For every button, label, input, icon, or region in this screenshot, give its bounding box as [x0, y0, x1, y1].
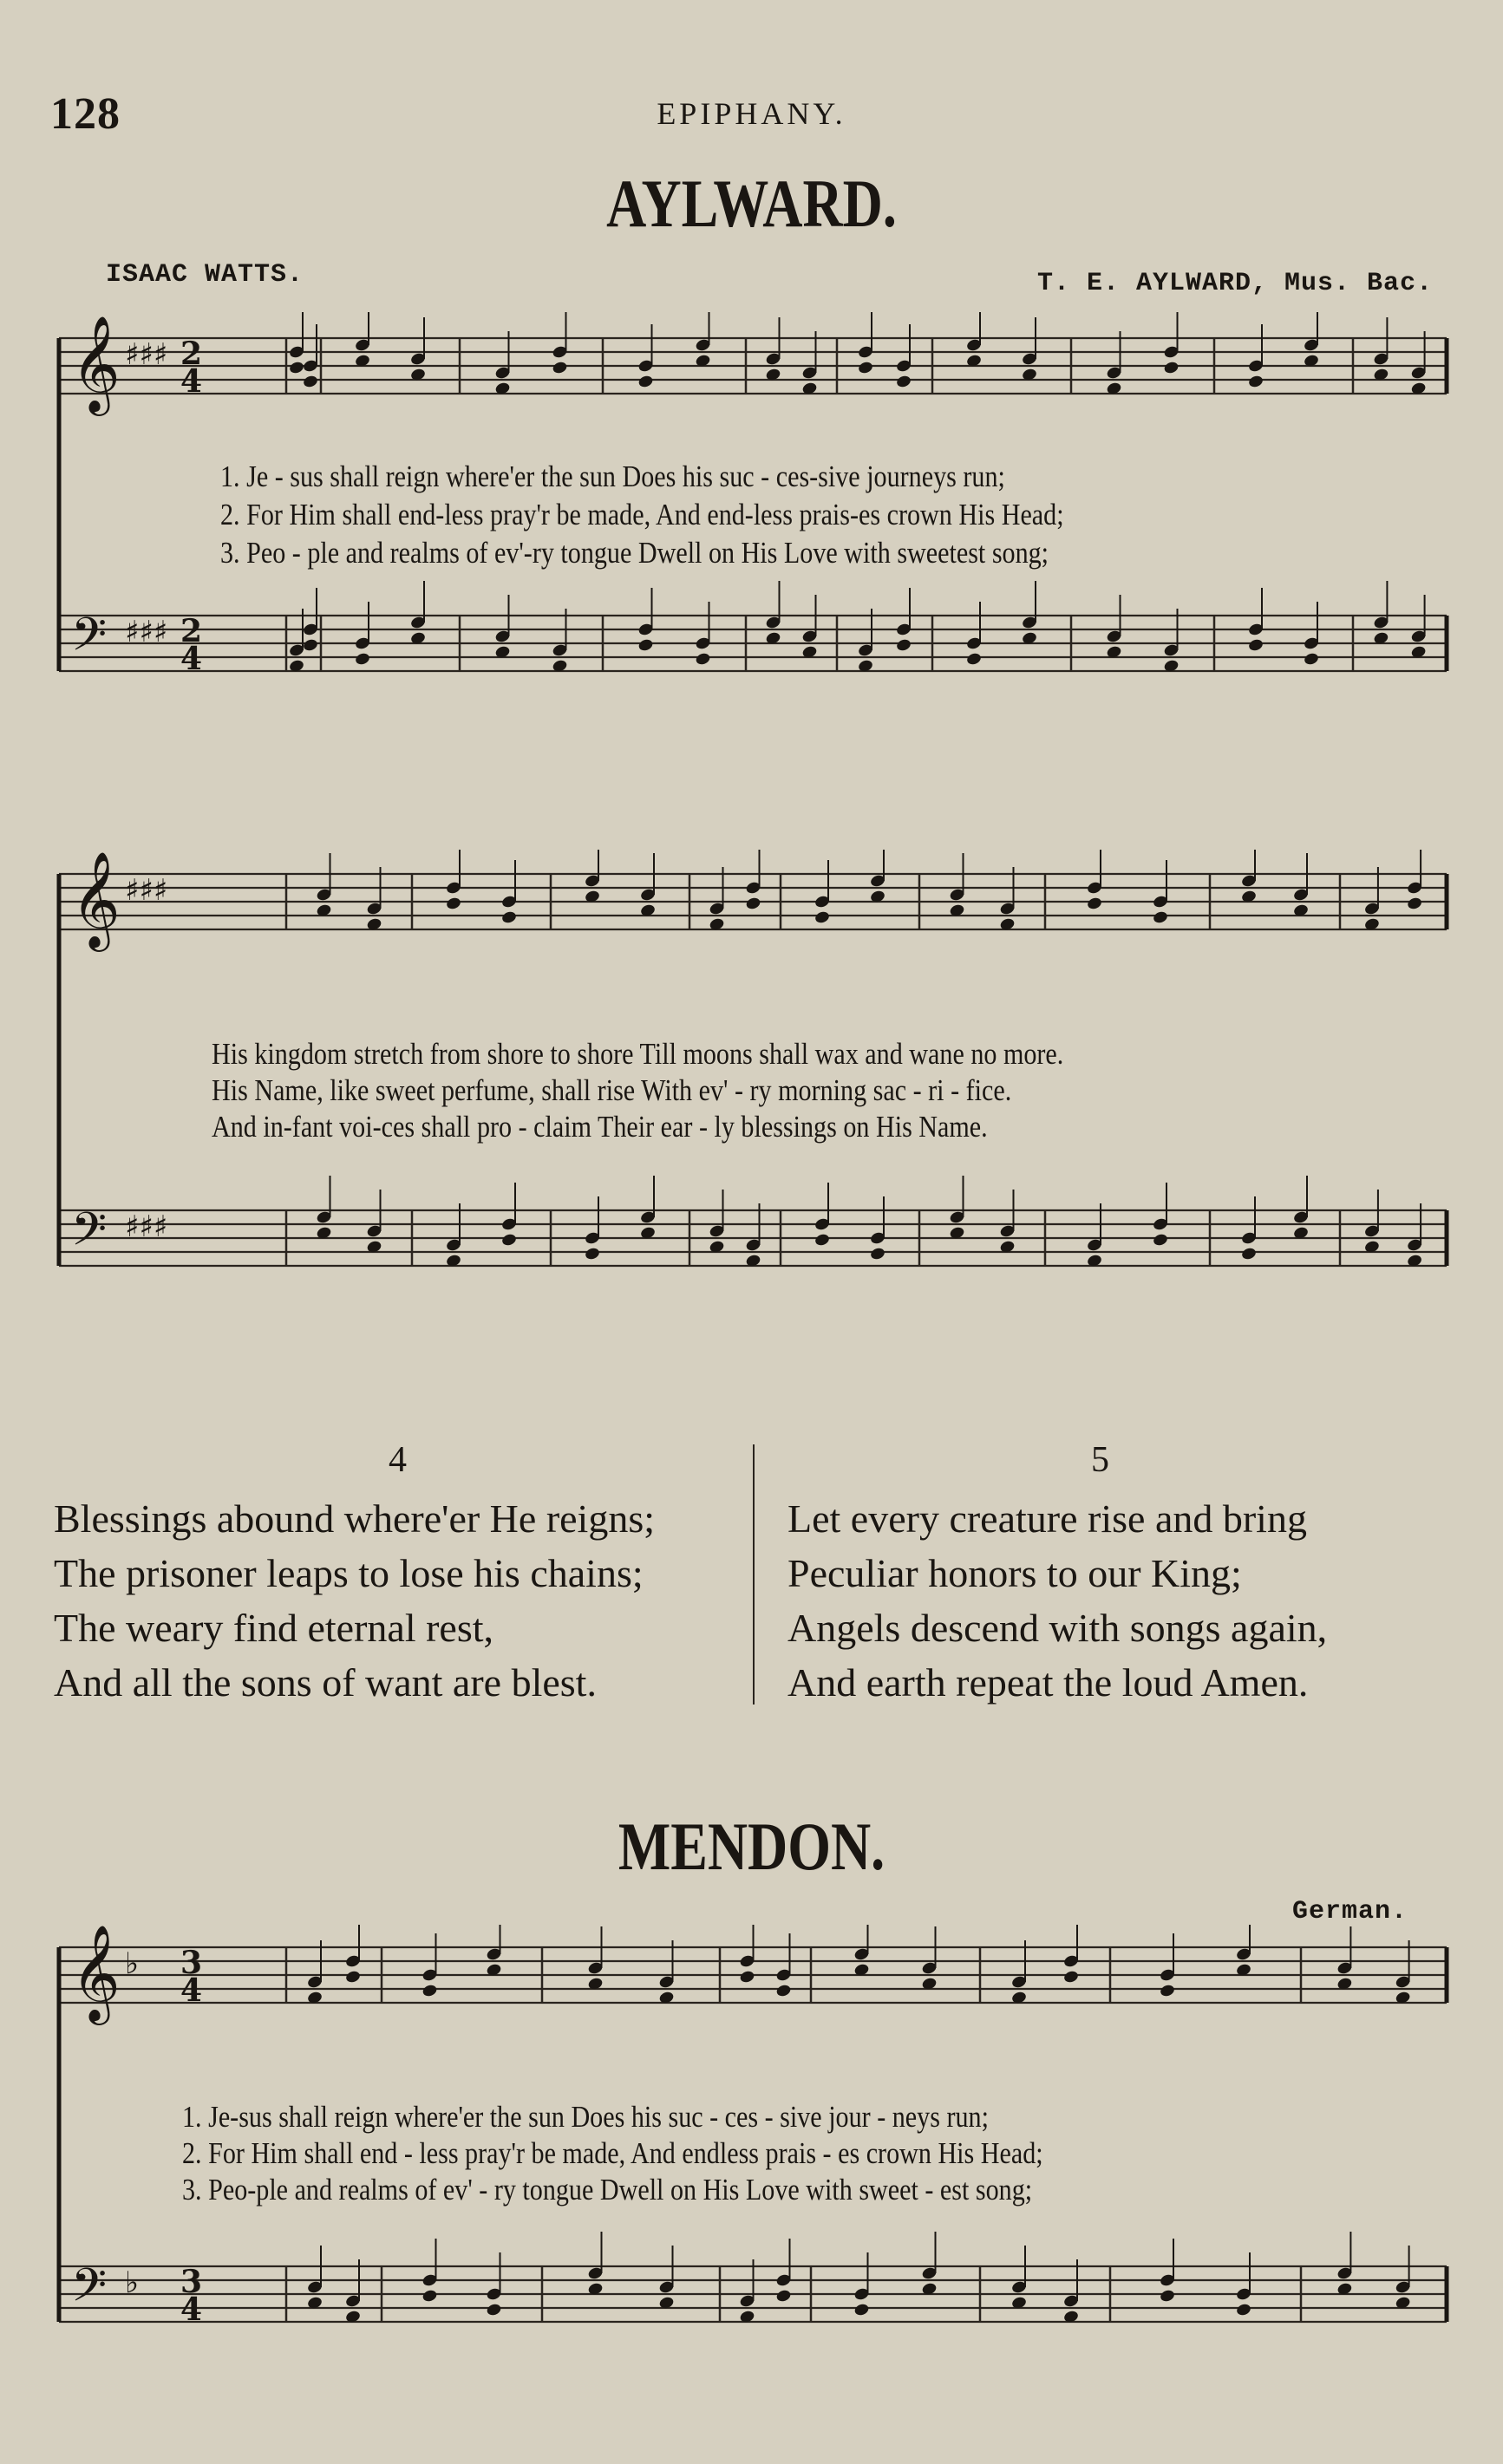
- tune-title-aylward: AYLWARD.: [606, 166, 897, 241]
- running-head: EPIPHANY.: [657, 96, 846, 131]
- time-signature-bottom: 4: [180, 2291, 203, 2328]
- time-signature-top: 3: [180, 1945, 203, 1981]
- lyric-line: 1. Je - sus shall reign where'er the sun Does his suc - ces-sive journeys run;: [220, 460, 1005, 493]
- lyric-line: 3. Peo-ple and realms of ev' - ry tongue Dwell on His Love with sweet - est song;: [182, 2173, 1033, 2207]
- note-head: [421, 1984, 438, 1998]
- verse-line: And earth repeat the loud Amen.: [787, 1660, 1309, 1705]
- note-head: [869, 1247, 885, 1261]
- treble-clef-icon: 𝄞: [71, 315, 121, 412]
- note-head: [302, 638, 318, 653]
- bass-clef-icon: 𝄢: [71, 2259, 108, 2324]
- stanza-number: 5: [1091, 1440, 1109, 1480]
- composer-credit: T. E. AYLWARD, Mus. Bac.: [1037, 269, 1434, 298]
- bass-clef-icon: 𝄢: [71, 1203, 108, 1268]
- verse-line: The weary find eternal rest,: [54, 1606, 494, 1650]
- key-signature: ♯♯♯: [125, 615, 168, 649]
- note-head: [1247, 638, 1264, 653]
- note-head: [354, 652, 370, 667]
- note-head: [1235, 2303, 1251, 2317]
- treble-clef-icon: 𝄞: [71, 851, 121, 948]
- note-head: [500, 910, 517, 925]
- time-signature-bottom: 4: [180, 1972, 203, 2009]
- key-signature: ♯♯♯: [125, 337, 168, 372]
- tune-title-mendon: MENDON.: [618, 1809, 885, 1884]
- note-head: [1247, 375, 1264, 389]
- note-head: [288, 361, 304, 375]
- note-head: [965, 652, 982, 667]
- note-head: [1240, 1247, 1257, 1261]
- verse-line: And all the sons of want are blest.: [54, 1660, 597, 1705]
- bass-clef-icon: 𝄢: [71, 609, 108, 673]
- note-head: [775, 1984, 792, 1998]
- time-signature-top: 3: [180, 2264, 203, 2300]
- verse-line: Peculiar honors to our King;: [787, 1551, 1242, 1595]
- note-head: [500, 1233, 517, 1248]
- note-head: [1086, 896, 1102, 911]
- lyric-line: His Name, like sweet perfume, shall rise With ev' - ry morning sac - ri - fice.: [212, 1073, 1012, 1107]
- note-head: [552, 361, 568, 375]
- note-head: [857, 361, 873, 375]
- time-signature-top: 2: [180, 336, 203, 372]
- lyric-line: And in-fant voi-ces shall pro - claim Their ear - ly blessings on His Name.: [212, 1110, 988, 1144]
- note-head: [739, 1970, 755, 1985]
- verse-line: Let every creature rise and bring: [787, 1496, 1307, 1541]
- lyric-line: His kingdom stretch from shore to shore Till moons shall wax and wane no more.: [212, 1037, 1064, 1071]
- key-signature: ♯♯♯: [125, 873, 168, 908]
- lyric-line: 2. For Him shall end-less pray'r be made, And end-less prais-es crown His Head;: [220, 498, 1064, 531]
- key-signature: ♭: [125, 2265, 140, 2300]
- note-head: [1152, 910, 1168, 925]
- verse-line: Blessings abound where'er He reigns;: [54, 1496, 656, 1541]
- stanza-5: [787, 1491, 1327, 1710]
- treble-clef-icon: 𝄞: [71, 1925, 121, 2021]
- lyric-line: 2. For Him shall end - less pray'r be made, And endless prais - es crown His Head;: [182, 2136, 1043, 2170]
- note-head: [814, 1233, 830, 1248]
- lyric-line: 1. Je-sus shall reign where'er the sun Does his suc - ces - sive jour - neys run;: [182, 2100, 989, 2134]
- verse-line: The prisoner leaps to lose his chains;: [54, 1551, 644, 1595]
- note-head: [1407, 896, 1423, 911]
- key-signature: ♭: [125, 1946, 140, 1981]
- time-signature-bottom: 4: [180, 363, 203, 400]
- note-head: [1062, 1970, 1079, 1985]
- note-head: [584, 1247, 600, 1261]
- verse-line: Angels descend with songs again,: [787, 1606, 1328, 1650]
- note-head: [695, 652, 711, 667]
- note-head: [814, 910, 830, 925]
- stanza-number: 4: [389, 1440, 407, 1480]
- composer-credit: German.: [1292, 1897, 1408, 1926]
- stanza-4: [54, 1491, 655, 1710]
- note-head: [486, 2303, 502, 2317]
- note-head: [853, 2303, 870, 2317]
- stanza-divider: [753, 1444, 755, 1705]
- note-head: [745, 896, 761, 911]
- note-head: [445, 896, 461, 911]
- time-signature-top: 2: [180, 613, 203, 649]
- note-head: [1163, 361, 1180, 375]
- note-head: [775, 2289, 792, 2304]
- note-head: [895, 375, 912, 389]
- author-credit: ISAAC WATTS.: [106, 260, 304, 290]
- note-head: [421, 2289, 438, 2304]
- note-head: [637, 638, 654, 653]
- lyric-line: 3. Peo - ple and realms of ev'-ry tongue Dwell on His Love with sweetest song;: [220, 536, 1049, 570]
- note-head: [637, 375, 654, 389]
- note-head: [1152, 1233, 1168, 1248]
- note-head: [1159, 1984, 1175, 1998]
- note-head: [302, 375, 318, 389]
- page-number: 128: [50, 89, 121, 139]
- note-head: [344, 1970, 361, 1985]
- note-head: [1159, 2289, 1175, 2304]
- note-head: [1303, 652, 1319, 667]
- key-signature: ♯♯♯: [125, 1209, 168, 1244]
- note-head: [895, 638, 912, 653]
- time-signature-bottom: 4: [180, 641, 203, 677]
